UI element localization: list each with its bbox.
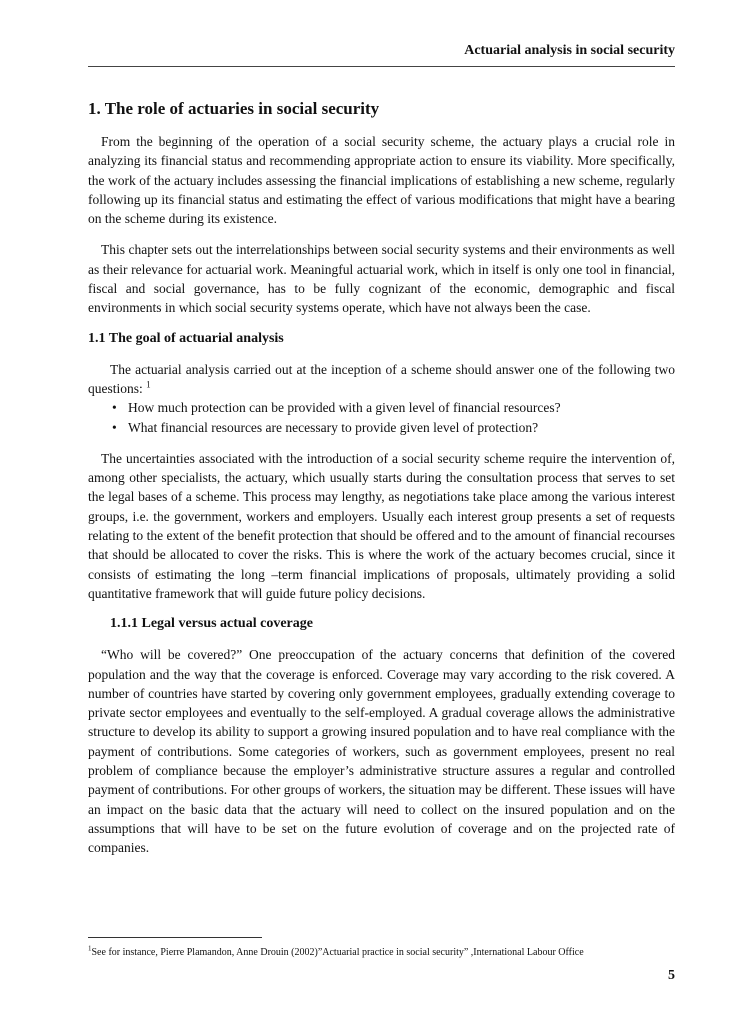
- section-1-1-heading: 1.1 The goal of actuarial analysis: [88, 330, 284, 346]
- bullet-icon: •: [112, 419, 117, 435]
- footnote-divider: [88, 937, 262, 938]
- question-list: [88, 398, 675, 437]
- section-1-1-1-heading: 1.1.1 Legal versus actual coverage: [110, 616, 313, 632]
- section-1-1-1-paragraph: “Who will be covered?” One preoccupation of the actuary concerns that definition of the covered population and the way that the coverage is enforced. Coverage may vary according to the risk covered. A number of countries have started by covering only government employees, gradually extending coverage to private sector employees and eventually to the self-employed. A gradual coverage allows the administrative structure to develop its ability to support a growing insured population and to have real compliance with the payment of contributions. Some categories of workers, such as government employees, present no real problem of compliance because the employer’s administrative structure assures a regular and controlled payment of contributions. For other groups of workers, the situation may be different. These issues will have an impact on the basic data that the actuary will need to collect on the insured population and on the assumptions that will have to be set on the future evolution of coverage and on the projected rate of companies.: [88, 647, 676, 856]
- page-body: [88, 98, 675, 870]
- header-divider: [88, 66, 675, 67]
- list-item-text: How much protection can be provided with a given level of financial resources?: [128, 400, 561, 416]
- section-1-heading: 1. The role of actuaries in social security: [88, 99, 380, 118]
- list-item: [112, 398, 675, 417]
- page-number: 5: [668, 968, 675, 983]
- footnote: [88, 944, 675, 959]
- section-1-1-intro-text: The actuarial analysis carried out at the inception of a scheme should answer one of the following two questions:: [88, 361, 675, 396]
- section-1-paragraph-1: From the beginning of the operation of a social security scheme, the actuary plays a crucial role in analyzing its financial status and recommending appropriate action to ensure its viability. More specifically, the work of the actuary includes assessing the financial implications of establishing a new scheme, regularly following up its financial status and estimating the effect of various modifications that might have a bearing on the scheme during its existence.: [88, 134, 675, 227]
- running-header: Actuarial analysis in social security: [464, 43, 675, 58]
- footnote-text: See for instance, Pierre Plamandon, Anne Drouin (2002)”Actuarial practice in social security” ,International Labour Office: [91, 947, 584, 958]
- section-1-1-paragraph: The uncertainties associated with the introduction of a social security scheme require the intervention of, among other specialists, the actuary, which usually starts during the consultation process that serves to set the legal bases of a scheme. This process may lengthy, as negotiations take place among the various interest groups, i.e. the government, workers and employers. Usually each interest group presents a set of requests relating to the extent of the benefit protection that should be offered and to the amount of financial recourses that should be allocated to cover the risks. This is where the work of the actuary becomes crucial, since it consists of estimating the long –term financial implications of proposals, ultimately providing a solid quantitative framework that will guide future policy decisions.: [88, 450, 675, 601]
- footnote-reference: 1: [146, 379, 151, 390]
- list-item: [112, 418, 675, 437]
- section-1-paragraph-2: This chapter sets out the interrelationships between social security systems and their environments as well as their relevance for actuarial work. Meaningful actuarial work, which in itself is only one tool in financial, fiscal and social governance, has to be fully cognizant of the economic, demographic and fiscal environments in which social security systems operate, which have not always been the case.: [88, 242, 675, 316]
- section-1-1-intro: [88, 360, 675, 399]
- footnote-number: 1: [88, 944, 92, 953]
- bullet-icon: •: [112, 400, 117, 416]
- list-item-text: What financial resources are necessary to provide given level of protection?: [128, 419, 539, 435]
